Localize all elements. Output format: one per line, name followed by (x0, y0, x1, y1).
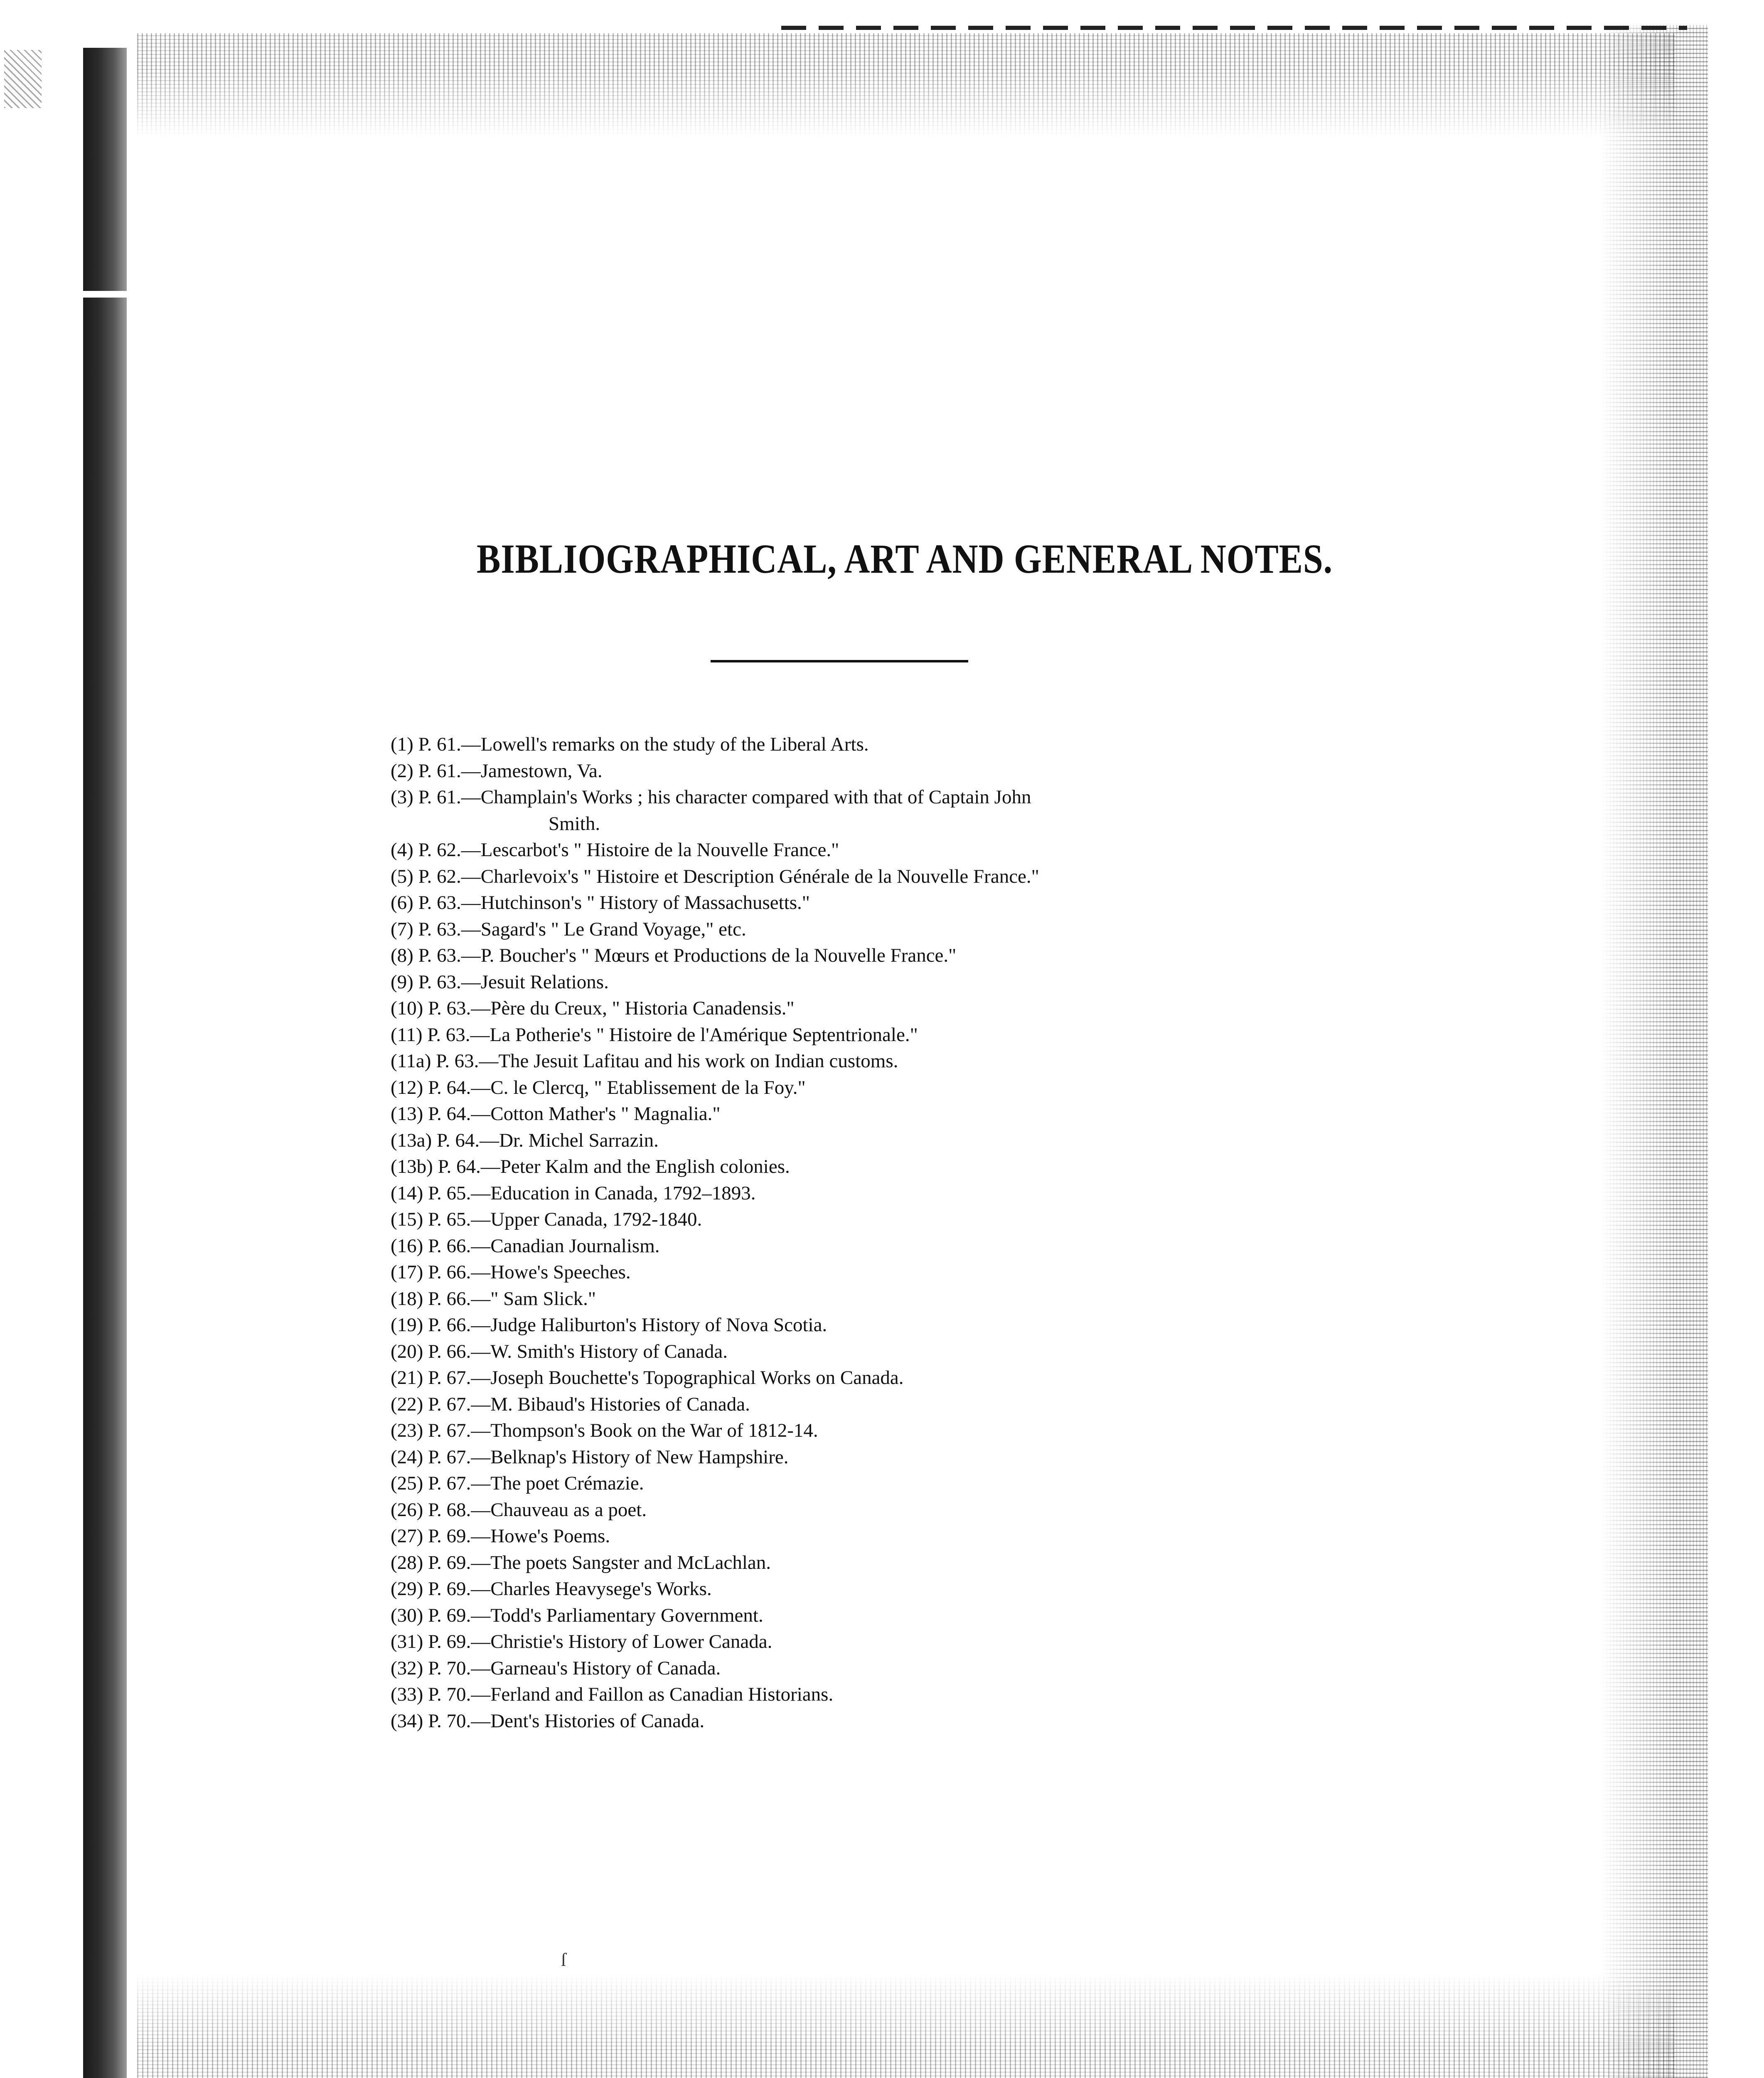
note-line (391, 1365, 1346, 1391)
note-item (391, 1708, 1346, 1735)
note-number: (25) (391, 1472, 423, 1494)
note-line (391, 1075, 1346, 1101)
note-number: (32) (391, 1657, 423, 1679)
note-text: P. 62.—Lescarbot's " Histoire de la Nouvelle France." (413, 839, 839, 861)
note-text: P. 63.—Sagard's " Le Grand Voyage," etc. (413, 918, 746, 940)
note-line (391, 758, 1346, 785)
note-number: (13a) (391, 1129, 432, 1151)
note-text: P. 66.—Judge Haliburton's History of Nova Scotia. (423, 1314, 827, 1336)
note-text: P. 61.—Lowell's remarks on the study of the Liberal Arts. (413, 734, 869, 755)
note-number: (28) (391, 1551, 423, 1573)
note-text: P. 67.—M. Bibaud's Histories of Canada. (423, 1393, 750, 1415)
note-text: P. 63.—The Jesuit Lafitau and his work on Indian customs. (431, 1050, 898, 1072)
note-text: P. 69.—The poets Sangster and McLachlan. (423, 1551, 771, 1573)
note-text: P. 64.—Cotton Mather's " Magnalia." (423, 1103, 721, 1125)
note-item (391, 1682, 1346, 1708)
note-line (391, 784, 1346, 811)
note-text: P. 69.—Howe's Poems. (423, 1525, 610, 1547)
note-number: (7) (391, 918, 413, 940)
note-number: (10) (391, 997, 423, 1019)
note-number: (27) (391, 1525, 423, 1547)
note-text: P. 67.—The poet Crémazie. (423, 1472, 644, 1494)
note-text: P. 67.—Thompson's Book on the War of 1812-14. (423, 1420, 818, 1441)
note-text: P. 69.—Christie's History of Lower Canada. (423, 1631, 773, 1652)
note-text: P. 62.—Charlevoix's " Histoire et Description Générale de la Nouvelle France." (413, 865, 1039, 887)
note-text: P. 70.—Garneau's History of Canada. (423, 1657, 721, 1679)
note-line (391, 1048, 1346, 1075)
note-text: P. 64.—C. le Clercq, " Etablissement de la Foy." (423, 1076, 806, 1098)
note-number: (22) (391, 1393, 423, 1415)
note-text: P. 69.—Charles Heavysege's Works. (423, 1578, 712, 1600)
note-text: P. 63.—Hutchinson's " History of Massachusetts." (413, 892, 810, 913)
note-line (391, 1682, 1346, 1708)
note-item (391, 784, 1346, 837)
note-number: (29) (391, 1578, 423, 1600)
stray-mark: ſ (561, 1950, 566, 1970)
note-line (391, 1523, 1346, 1550)
note-number: (9) (391, 971, 413, 993)
note-item (391, 1180, 1346, 1207)
note-line (391, 1312, 1346, 1339)
note-text: P. 61.—Jamestown, Va. (413, 760, 603, 782)
note-text: P. 68.—Chauveau as a poet. (423, 1499, 647, 1521)
note-item (391, 1523, 1346, 1550)
note-item (391, 1576, 1346, 1603)
note-number: (13b) (391, 1156, 433, 1177)
note-item (391, 1418, 1346, 1444)
note-number: (2) (391, 760, 413, 782)
note-text: P. 65.—Upper Canada, 1792-1840. (423, 1209, 702, 1230)
note-item (391, 969, 1346, 996)
note-line (391, 1470, 1346, 1497)
note-text: P. 66.—" Sam Slick." (423, 1288, 596, 1310)
note-line (391, 1101, 1346, 1128)
note-number: (20) (391, 1340, 423, 1362)
note-item (391, 864, 1346, 890)
note-item (391, 1550, 1346, 1576)
note-item (391, 1339, 1346, 1365)
note-item (391, 1497, 1346, 1524)
note-item (391, 890, 1346, 916)
note-line (391, 890, 1346, 916)
note-number: (18) (391, 1288, 423, 1310)
note-number: (30) (391, 1604, 423, 1626)
note-item (391, 1075, 1346, 1101)
note-line (391, 969, 1346, 996)
note-item (391, 758, 1346, 785)
note-item (391, 916, 1346, 943)
note-text: P. 63.—Jesuit Relations. (413, 971, 609, 993)
note-item (391, 943, 1346, 969)
note-text: P. 66.—Canadian Journalism. (423, 1235, 660, 1257)
note-text: P. 70.—Dent's Histories of Canada. (423, 1710, 705, 1732)
note-line (391, 1497, 1346, 1524)
note-line (391, 916, 1346, 943)
note-line (391, 1391, 1346, 1418)
scan-noise-bottom (137, 1974, 1675, 2078)
note-item (391, 1154, 1346, 1180)
notes-list (391, 731, 1346, 1734)
note-item (391, 731, 1346, 758)
note-item (391, 995, 1346, 1022)
note-line (391, 1708, 1346, 1735)
note-text: P. 64.—Dr. Michel Sarrazin. (432, 1129, 659, 1151)
note-text: P. 67.—Belknap's History of New Hampshire. (423, 1446, 789, 1468)
note-text: P. 64.—Peter Kalm and the English colonies. (433, 1156, 790, 1177)
note-number: (5) (391, 865, 413, 887)
note-line (391, 1655, 1346, 1682)
note-line (391, 1180, 1346, 1207)
note-item (391, 1128, 1346, 1154)
note-text: P. 70.—Ferland and Faillon as Canadian Historians. (423, 1684, 834, 1705)
note-item (391, 1391, 1346, 1418)
note-text: P. 69.—Todd's Parliamentary Government. (423, 1604, 763, 1626)
note-line (391, 1550, 1346, 1576)
note-item (391, 1259, 1346, 1286)
note-number: (12) (391, 1076, 423, 1098)
note-number: (4) (391, 839, 413, 861)
note-text: P. 61.—Champlain's Works ; his character compared with that of Captain John (413, 786, 1031, 808)
note-text: P. 66.—W. Smith's History of Canada. (423, 1340, 728, 1362)
note-number: (23) (391, 1420, 423, 1441)
title-rule (711, 660, 968, 662)
note-item (391, 1365, 1346, 1391)
scan-noise-top (137, 33, 1675, 137)
note-number: (31) (391, 1631, 423, 1652)
note-number: (14) (391, 1182, 423, 1204)
note-item (391, 1286, 1346, 1312)
scan-binding-notch (83, 291, 127, 298)
note-number: (13) (391, 1103, 423, 1125)
note-line (391, 731, 1346, 758)
note-line (391, 995, 1346, 1022)
note-text: P. 63.—La Potherie's " Histoire de l'Amérique Septentrionale." (422, 1024, 918, 1046)
page-title: BIBLIOGRAPHICAL, ART AND GENERAL NOTES. (477, 536, 1333, 582)
note-text: P. 63.—Père du Creux, " Historia Canadensis." (423, 997, 795, 1019)
note-number: (11a) (391, 1050, 431, 1072)
note-item (391, 1629, 1346, 1655)
note-number: (6) (391, 892, 413, 913)
note-item (391, 1048, 1346, 1075)
note-item (391, 1206, 1346, 1233)
note-line (391, 1418, 1346, 1444)
note-number: (16) (391, 1235, 423, 1257)
note-line (391, 1233, 1346, 1260)
note-item (391, 1312, 1346, 1339)
note-number: (3) (391, 786, 413, 808)
note-line (391, 1576, 1346, 1603)
note-line (391, 1286, 1346, 1312)
note-line (391, 1603, 1346, 1629)
note-item (391, 1603, 1346, 1629)
note-number: (34) (391, 1710, 423, 1732)
note-number: (19) (391, 1314, 423, 1336)
note-number: (17) (391, 1261, 423, 1283)
note-line (391, 1022, 1346, 1049)
note-line (391, 1259, 1346, 1286)
note-number: (33) (391, 1684, 423, 1705)
note-number: (26) (391, 1499, 423, 1521)
note-number: (24) (391, 1446, 423, 1468)
note-number: (11) (391, 1024, 423, 1046)
note-line (391, 864, 1346, 890)
note-line (391, 1444, 1346, 1471)
note-text: P. 65.—Education in Canada, 1792–1893. (423, 1182, 756, 1204)
note-number: (15) (391, 1209, 423, 1230)
note-number: (1) (391, 734, 413, 755)
note-text: P. 67.—Joseph Bouchette's Topographical Works on Canada. (423, 1367, 904, 1389)
note-item (391, 1444, 1346, 1471)
note-item (391, 837, 1346, 864)
note-continuation: Smith. (549, 812, 600, 835)
note-item (391, 1655, 1346, 1682)
note-item (391, 1470, 1346, 1497)
scan-noise-right (1600, 25, 1708, 2078)
note-item (391, 1022, 1346, 1049)
note-line (391, 1629, 1346, 1655)
note-line (391, 1154, 1346, 1180)
scan-binding-edge (83, 48, 127, 2078)
note-item (391, 1233, 1346, 1260)
note-line (391, 1206, 1346, 1233)
scan-top-dashes (781, 26, 1687, 30)
note-line (391, 1128, 1346, 1154)
note-text: P. 66.—Howe's Speeches. (423, 1261, 631, 1283)
note-item (391, 1101, 1346, 1128)
note-text: P. 63.—P. Boucher's " Mœurs et Productions de la Nouvelle France." (413, 945, 957, 966)
scan-left-specks (4, 50, 42, 108)
note-line (391, 837, 1346, 864)
note-line (391, 1339, 1346, 1365)
note-number: (21) (391, 1367, 423, 1389)
note-number: (8) (391, 945, 413, 966)
note-line (391, 943, 1346, 969)
